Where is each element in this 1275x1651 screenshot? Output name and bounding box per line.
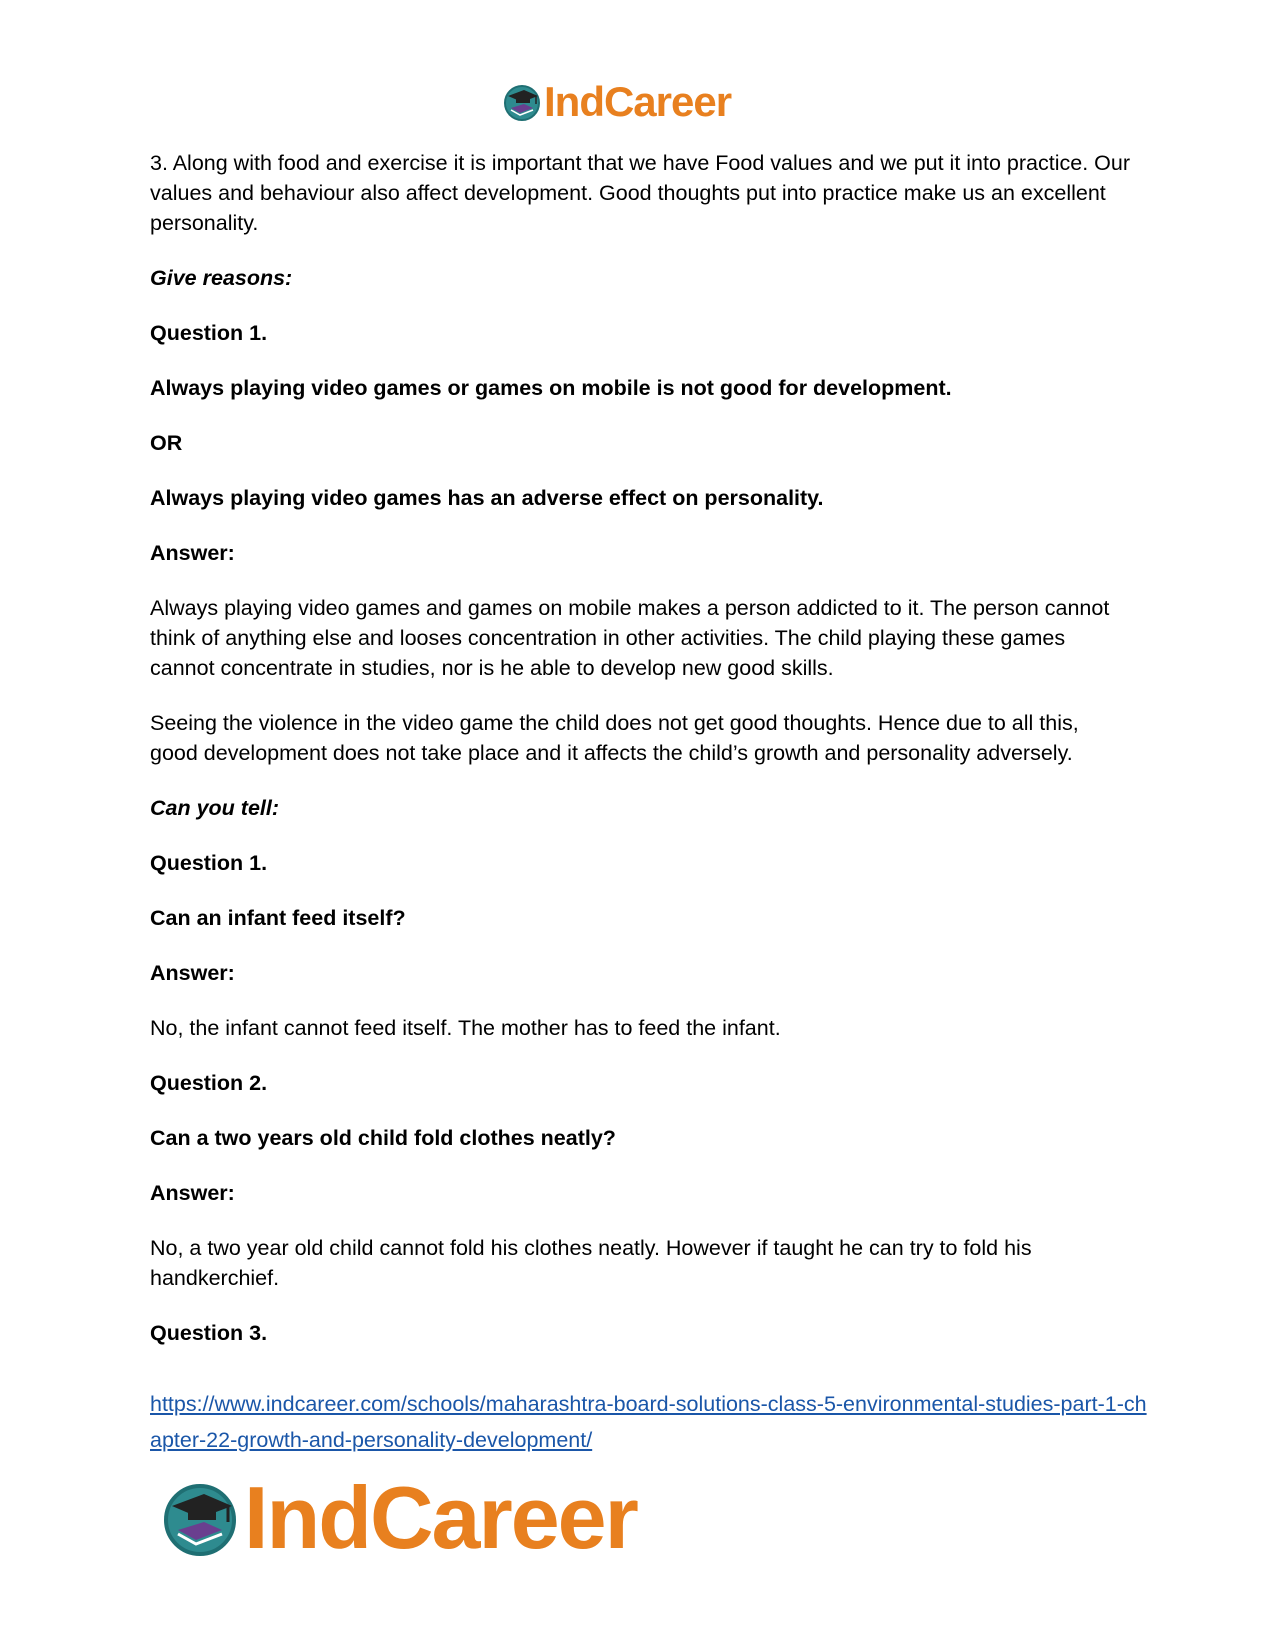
- question-label: Question 1.: [150, 851, 268, 875]
- question-or: OR: [150, 431, 183, 455]
- question-text: Always playing video games or games on mobile is not good for development.: [150, 376, 952, 400]
- answer-label: Answer:: [150, 961, 235, 985]
- source-link[interactable]: https://www.indcareer.com/schools/maharashtra-board-solutions-class-5-environmental-studies-part-1-chapter-22-growth-and-personality-development/: [150, 1392, 1147, 1452]
- header-logo: [502, 78, 731, 126]
- graduation-cap-book-globe-icon: [160, 1478, 240, 1558]
- document-body: [150, 148, 1130, 1348]
- question-label: Question 2.: [150, 1071, 268, 1095]
- brand-name: IndCareer: [544, 78, 732, 125]
- footer-logo: [160, 1468, 637, 1567]
- question-label: Question 3.: [150, 1321, 268, 1345]
- graduation-cap-book-globe-icon: [502, 82, 542, 122]
- answer-paragraph: Seeing the violence in the video game the child does not get good thoughts. Hence due to all this, good development does not take place and it affects the child’s growth and personality adversely.: [150, 711, 1079, 765]
- answer-label: Answer:: [150, 541, 235, 565]
- question-text-alt: Always playing video games has an adverse effect on personality.: [150, 486, 824, 510]
- answer-label: Answer:: [150, 1181, 235, 1205]
- question-text: Can a two years old child fold clothes neatly?: [150, 1126, 616, 1150]
- section-heading-give-reasons: Give reasons:: [150, 266, 293, 290]
- question-label: Question 1.: [150, 321, 268, 345]
- question-text: Can an infant feed itself?: [150, 906, 406, 930]
- brand-name: IndCareer: [244, 1468, 637, 1567]
- answer-paragraph: Always playing video games and games on mobile makes a person addicted to it. The person cannot think of anything else and looses concentration in other activities. The child playing these games cannot concentrate in studies, nor is he able to develop new good skills.: [150, 596, 1110, 680]
- intro-paragraph: 3. Along with food and exercise it is important that we have Food values and we put it into practice. Our values and behaviour also affect development. Good thoughts put into practice make us an excellent personality.: [150, 151, 1130, 235]
- answer-paragraph: No, a two year old child cannot fold his clothes neatly. However if taught he can try to fold his handkerchief.: [150, 1236, 1032, 1290]
- section-heading-can-you-tell: Can you tell:: [150, 796, 280, 820]
- answer-paragraph: No, the infant cannot feed itself. The mother has to feed the infant.: [150, 1016, 781, 1040]
